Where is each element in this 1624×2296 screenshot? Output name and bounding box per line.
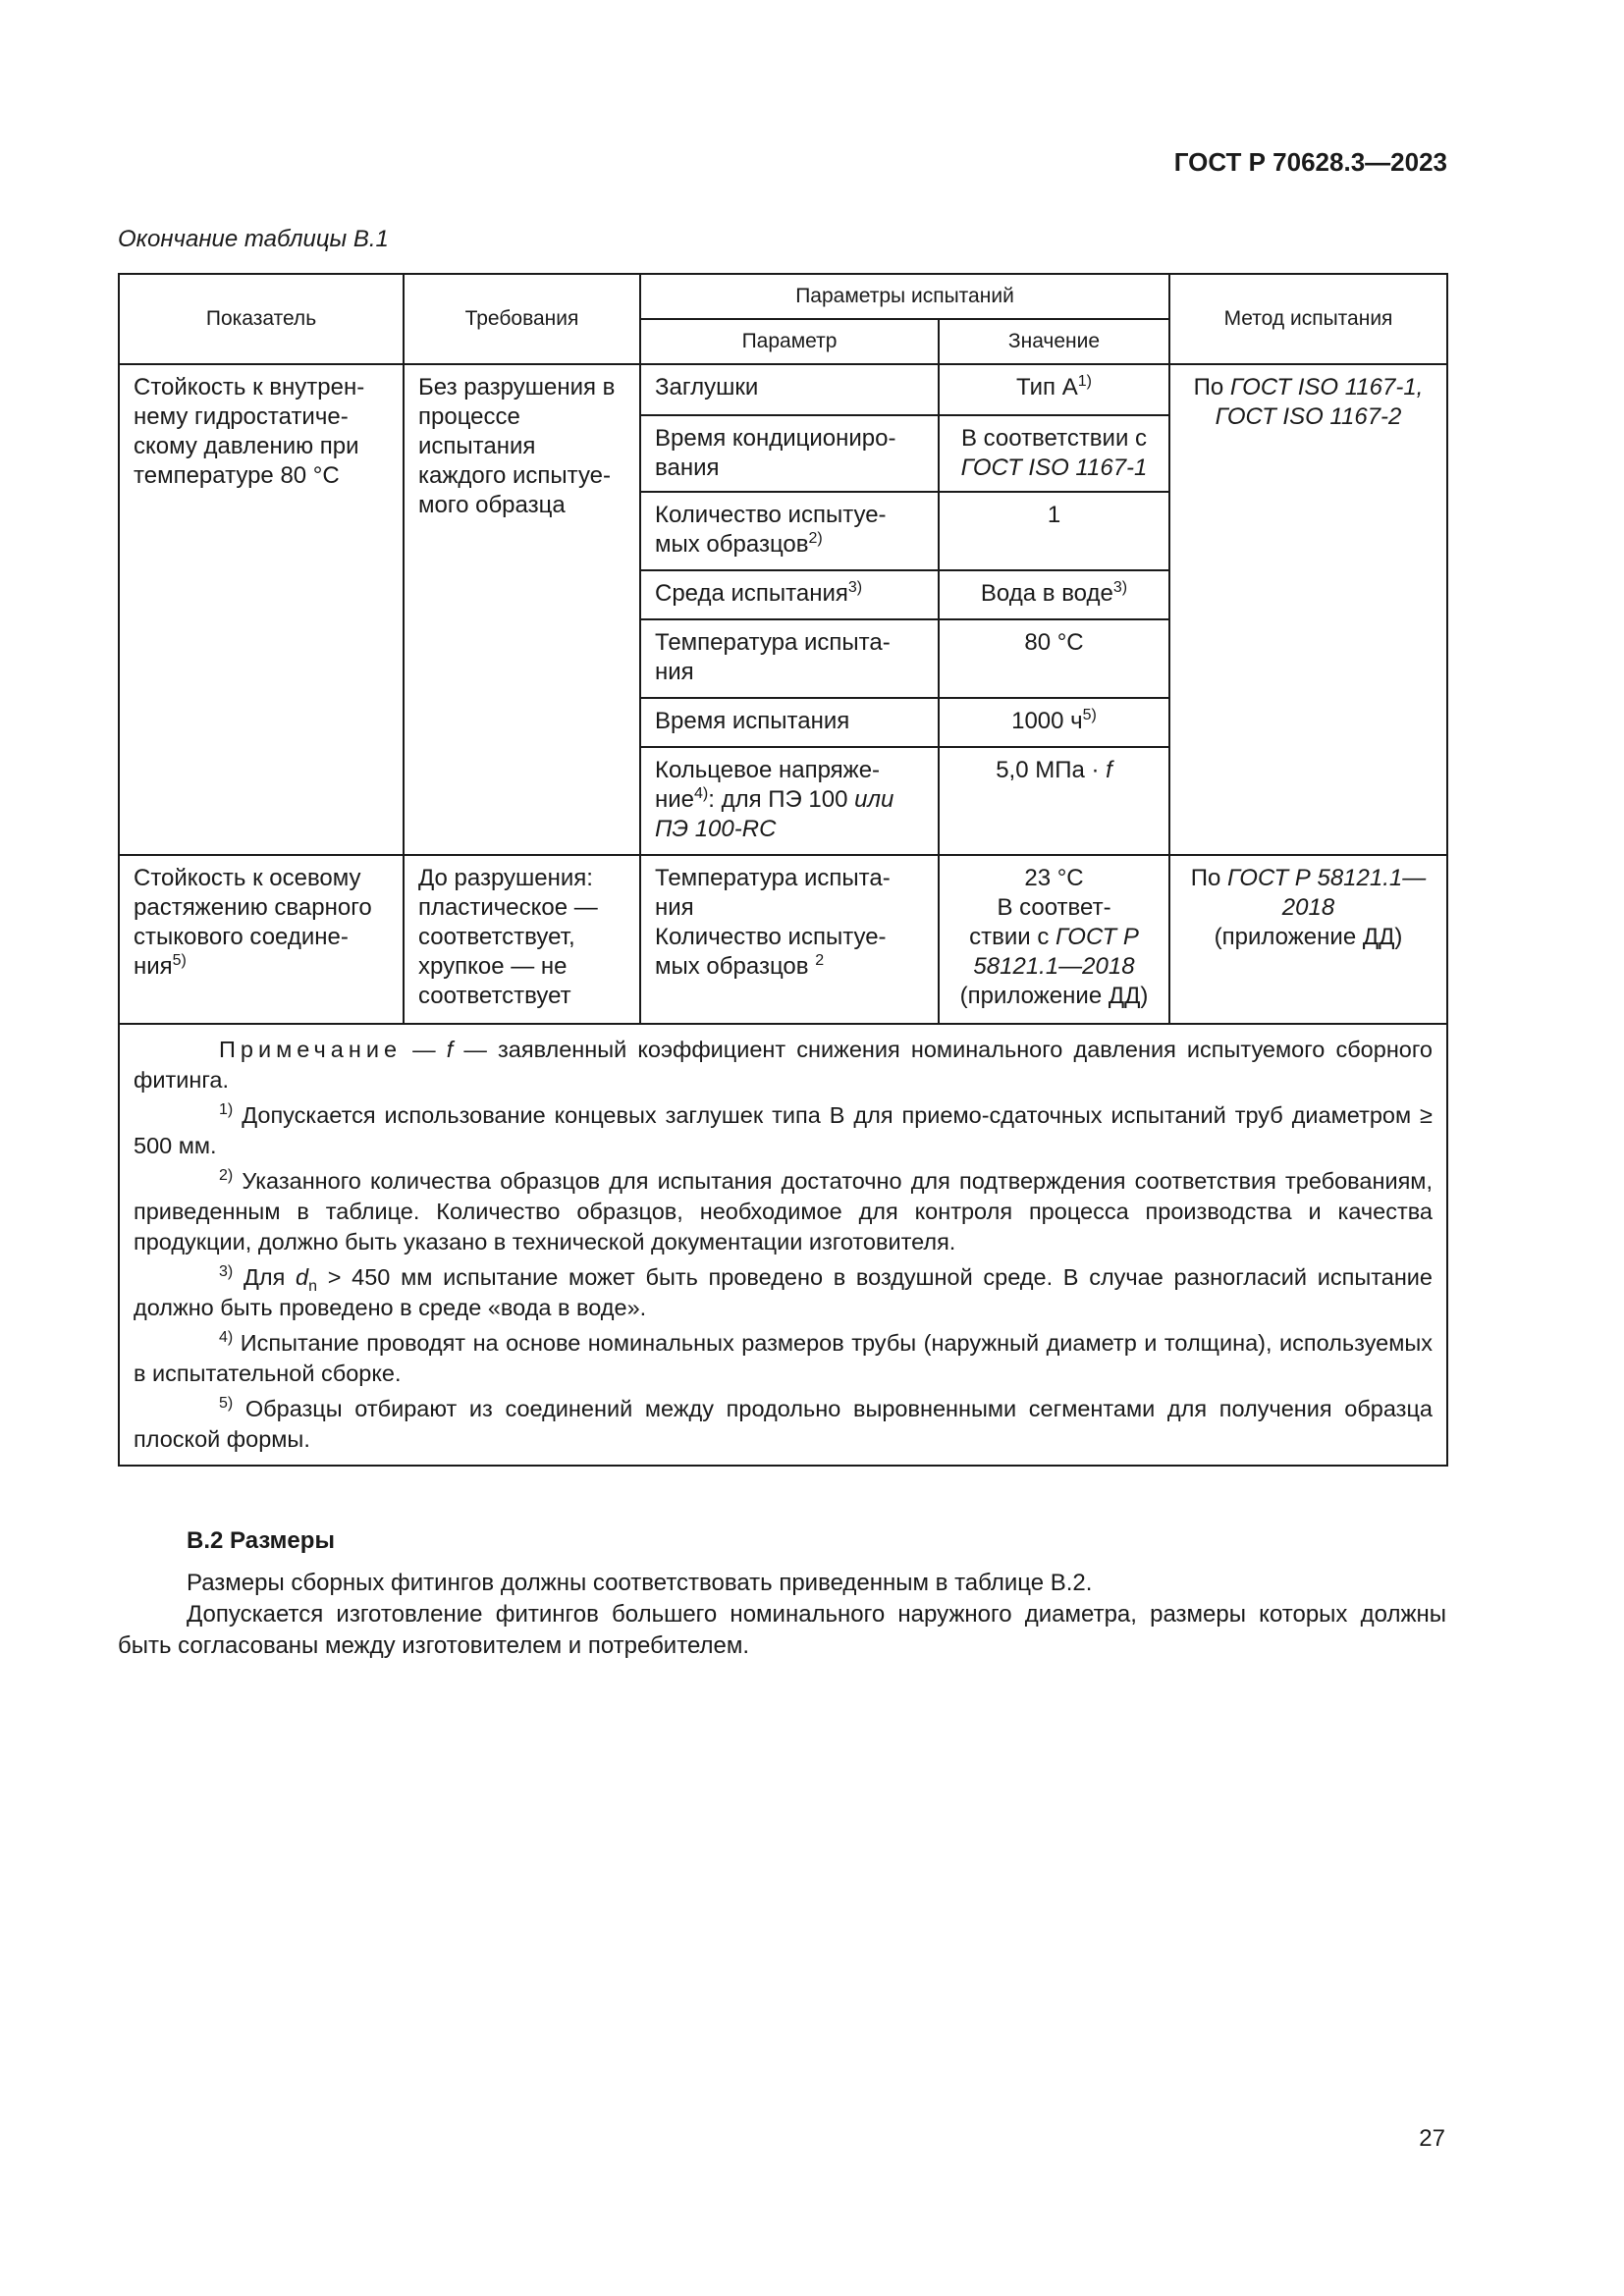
param-cell: Время кондициониро-вания [640,415,939,492]
param-cell: Температура испыта-ния Количество испытуе-мых образцов $^2$ [640,855,939,1024]
value-cell: 80 °С [939,619,1169,698]
table-notes [119,1024,1447,1466]
table-row [119,855,1447,1024]
header-indicator: Показатель [119,274,404,364]
indicator-cell: Стойкость к внутрен-нему гидростатиче-скому давлению при температуре 80 °С [119,364,404,855]
indicator-cell: Стойкость к осевому растяжению сварного стыкового соедине-ния$^{5)}$ [119,855,404,1024]
section-paragraph: Размеры сборных фитингов должны соответствовать приведенным в таблице В.2. [187,1570,1093,1596]
header-value: Значение [939,319,1169,364]
table-row [119,364,1447,415]
footnote-5: $^{5)}$ Образцы отбирают из соединений между продольно выровненными сегментами для получения образца плоской формы. [134,1395,1433,1452]
header-param: Параметр [640,319,939,364]
section-body [118,1568,1446,1662]
param-cell: Количество испытуе-мых образцов$^{2)}$ [640,492,939,570]
requirement-cell: Без разрушения в процессе испытания каждого испытуе-мого образца [404,364,640,855]
param-cell: Кольцевое напряже-ние$^{4)}$: для ПЭ 100 или ПЭ 100-RC [640,747,939,855]
section-title: В.2 Размеры [187,1527,335,1554]
header-method: Метод испытания [1169,274,1447,364]
header-requirements: Требования [404,274,640,364]
section-paragraph: Допускается изготовление фитингов большего номинального наружного диаметра, размеры которых должны быть согласованы между изготовителем и потребителем. [118,1601,1446,1659]
spec-table [118,273,1448,1467]
method-cell: По ГОСТ Р 58121.1—2018 (приложение ДД) [1169,855,1447,1024]
footnote-4: $^{4)}$ Испытание проводят на основе номинальных размеров трубы (наружный диаметр и толщина), используемых в испытательной сборке. [134,1329,1433,1386]
header-row [119,274,1447,319]
value-cell: 23 °С В соответ- ствии с ГОСТ Р 58121.1—2018 (приложение ДД) [939,855,1169,1024]
note-general: Примечание — f — заявленный коэффициент снижения номинального давления испытуемого сборного фитинга. [134,1037,1433,1093]
param-cell: Заглушки [640,364,939,415]
param-cell: Среда испытания$^{3)}$ [640,570,939,619]
value-cell: В соответствии с ГОСТ ISO 1167-1 [939,415,1169,492]
requirement-cell: До разрушения: пластическое — соответствует, хрупкое — не соответствует [404,855,640,1024]
value-cell: 5,0 МПа · f [939,747,1169,855]
value-cell: Тип $А^{1)}$ [939,364,1169,415]
notes-row [119,1024,1447,1466]
method-cell: По ГОСТ ISO 1167-1, ГОСТ ISO 1167-2 [1169,364,1447,855]
footnote-1: $^{1)}$ Допускается использование концевых заглушек типа В для приемо-сдаточных испытаний труб диаметром ≥ 500 мм. [134,1101,1433,1158]
table-caption: Окончание таблицы В.1 [118,226,389,252]
document-code: ГОСТ Р 70628.3—2023 [1173,147,1447,177]
value-cell: Вода в воде$^{3)}$ [939,570,1169,619]
header-test-params: Параметры испытаний [640,274,1169,319]
value-cell: 1 [939,492,1169,570]
footnote-3: $^{3)}$ Для $d_n > 450$ мм испытание может быть проведено в воздушной среде. В случае разногласий испытание должно быть проведено в среде «вода в воде». [134,1263,1433,1320]
footnote-2: $^{2)}$ Указанного количества образцов для испытания достаточно для подтверждения соответствия требованиям, приведенным в таблице. Количество образцов, необходимое для контроля процесса производства и качества продукции, должно быть указано в технической документации изготовителя. [134,1167,1433,1255]
value-cell: 1000 $ч^{5)}$ [939,698,1169,747]
param-cell: Время испытания [640,698,939,747]
param-cell: Температура испыта-ния [640,619,939,698]
page-number: 27 [1419,2125,1445,2152]
